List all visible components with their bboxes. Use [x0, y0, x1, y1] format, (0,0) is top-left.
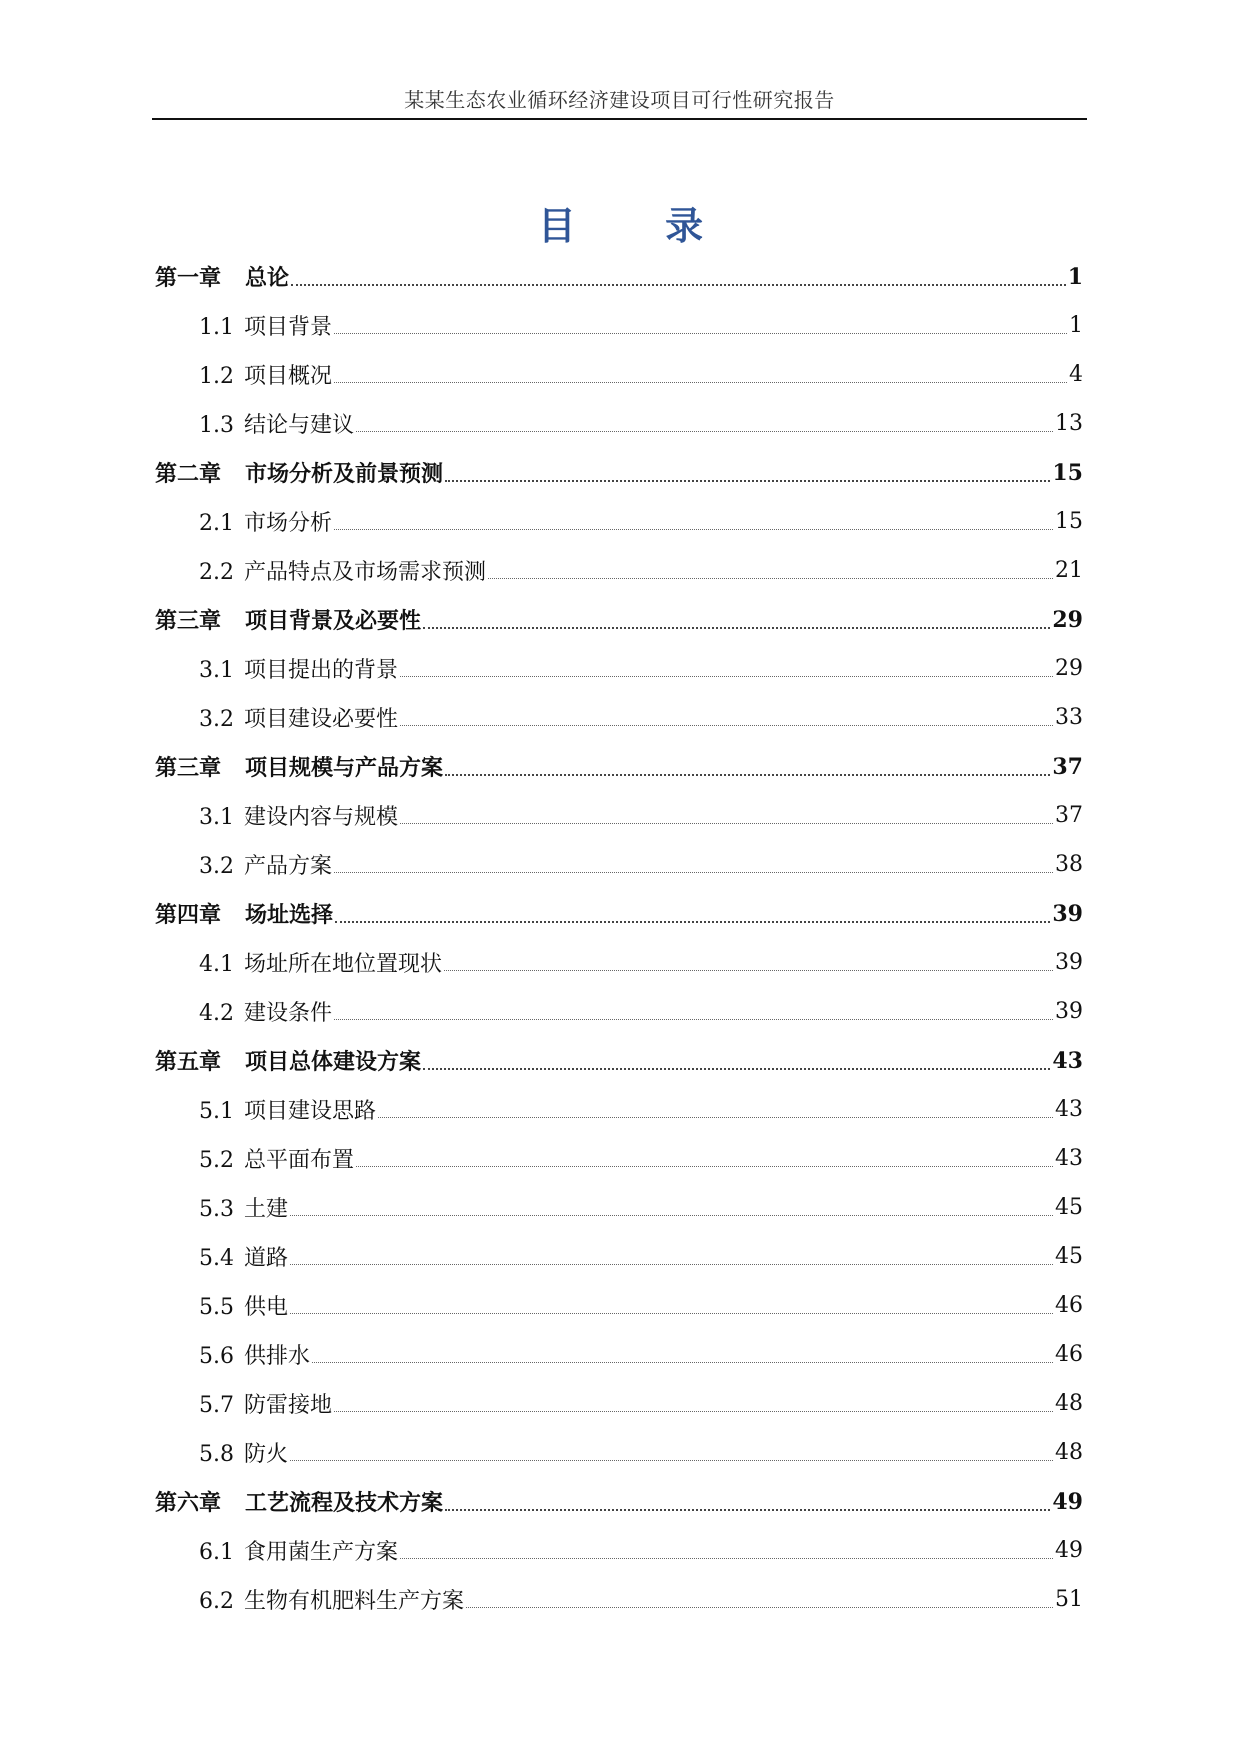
dot-leader	[334, 872, 1053, 873]
toc-entry-label	[155, 751, 443, 782]
toc-section-entry[interactable]	[155, 1526, 1083, 1575]
toc-chapter-entry[interactable]	[155, 1036, 1083, 1085]
toc-entry-title: 产品特点及市场需求预测	[244, 560, 487, 585]
toc-page-number: 39	[1055, 950, 1083, 975]
toc-entry-label	[199, 800, 398, 831]
toc-entry-number: 第六章	[155, 1490, 222, 1516]
toc-chapter-entry[interactable]	[155, 595, 1083, 644]
dot-leader	[335, 921, 1050, 923]
toc-entry-title: 总论	[245, 265, 290, 291]
toc-entry-title: 场址所在地位置现状	[244, 952, 443, 977]
toc-section-entry[interactable]	[155, 693, 1083, 742]
toc-entry-title: 场址选择	[245, 902, 334, 928]
toc-entry-title: 总平面布置	[244, 1148, 355, 1173]
toc-page-number: 37	[1055, 803, 1083, 828]
toc-entry-title: 建设内容与规模	[244, 805, 399, 830]
toc-section-entry[interactable]	[155, 1085, 1083, 1134]
toc-entry-title: 工艺流程及技术方案	[245, 1490, 444, 1516]
dot-leader	[290, 1264, 1053, 1265]
toc-page-number: 39	[1052, 900, 1083, 927]
toc-entry-label	[199, 359, 332, 390]
dot-leader	[444, 970, 1053, 971]
toc-entry-number: 5.5	[199, 1295, 234, 1320]
toc-section-entry[interactable]	[155, 791, 1083, 840]
toc-chapter-entry[interactable]	[155, 448, 1083, 497]
toc-entry-number: 5.7	[199, 1393, 234, 1418]
dot-leader	[356, 431, 1053, 432]
running-header: 某某生态农业循环经济建设项目可行性研究报告	[404, 88, 835, 112]
toc-page-number: 37	[1052, 753, 1083, 780]
dot-leader	[445, 1509, 1050, 1511]
toc-page-number: 51	[1055, 1587, 1083, 1612]
toc-entry-number: 1.3	[199, 413, 234, 438]
toc-entry-title: 市场分析及前景预测	[245, 461, 444, 487]
toc-entry-label	[155, 898, 333, 929]
toc-section-entry[interactable]	[155, 840, 1083, 889]
table-of-contents	[155, 252, 1083, 1624]
toc-entry-title: 项目提出的背景	[244, 658, 399, 683]
toc-entry-number: 5.8	[199, 1442, 234, 1467]
toc-entry-number: 3.2	[199, 854, 234, 879]
toc-entry-title: 供电	[244, 1295, 289, 1320]
toc-entry-label	[155, 457, 443, 488]
toc-entry-label	[199, 408, 354, 439]
toc-section-entry[interactable]	[155, 497, 1083, 546]
toc-entry-number: 1.2	[199, 364, 234, 389]
dot-leader	[334, 382, 1067, 383]
toc-entry-title: 项目概况	[244, 364, 333, 389]
dot-leader	[334, 529, 1053, 530]
toc-entry-label	[199, 1143, 354, 1174]
toc-page-number: 21	[1055, 558, 1083, 583]
dot-leader	[312, 1362, 1053, 1363]
toc-entry-label	[199, 310, 332, 341]
toc-entry-label	[199, 555, 486, 586]
toc-entry-label	[155, 261, 289, 292]
toc-section-entry[interactable]	[155, 350, 1083, 399]
toc-chapter-entry[interactable]	[155, 742, 1083, 791]
dot-leader	[378, 1117, 1053, 1118]
toc-section-entry[interactable]	[155, 399, 1083, 448]
toc-section-entry[interactable]	[155, 1428, 1083, 1477]
toc-page-number: 33	[1055, 705, 1083, 730]
toc-page-number: 45	[1055, 1195, 1083, 1220]
toc-entry-number: 2.1	[199, 511, 234, 536]
toc-entry-number: 6.2	[199, 1589, 234, 1614]
toc-page-number: 49	[1052, 1488, 1083, 1515]
toc-section-entry[interactable]	[155, 301, 1083, 350]
dot-leader	[423, 1068, 1050, 1070]
toc-section-entry[interactable]	[155, 1575, 1083, 1624]
toc-entry-number: 1.1	[199, 315, 234, 340]
toc-page-number: 29	[1052, 606, 1083, 633]
toc-section-entry[interactable]	[155, 644, 1083, 693]
toc-page-number: 49	[1055, 1538, 1083, 1563]
toc-page-number: 4	[1069, 362, 1083, 387]
toc-section-entry[interactable]	[155, 546, 1083, 595]
toc-entry-number: 4.1	[199, 952, 234, 977]
toc-entry-title: 项目总体建设方案	[245, 1049, 422, 1075]
dot-leader	[290, 1313, 1053, 1314]
toc-page-number: 45	[1055, 1244, 1083, 1269]
toc-entry-title: 土建	[244, 1197, 289, 1222]
toc-section-entry[interactable]	[155, 1134, 1083, 1183]
dot-leader	[400, 676, 1053, 677]
toc-entry-number: 5.6	[199, 1344, 234, 1369]
toc-page-number: 13	[1055, 411, 1083, 436]
toc-entry-number: 3.1	[199, 658, 234, 683]
toc-page-number: 15	[1055, 509, 1083, 534]
dot-leader	[356, 1166, 1053, 1167]
toc-entry-label	[155, 1486, 443, 1517]
toc-entry-title: 食用菌生产方案	[244, 1540, 399, 1565]
toc-page-number: 1	[1067, 263, 1083, 290]
toc-entry-number: 第四章	[155, 902, 222, 928]
toc-entry-number: 第二章	[155, 461, 222, 487]
dot-leader	[334, 333, 1067, 334]
dot-leader	[400, 823, 1053, 824]
toc-page-number: 43	[1055, 1146, 1083, 1171]
toc-entry-title: 项目背景及必要性	[245, 608, 422, 634]
toc-section-entry[interactable]	[155, 1183, 1083, 1232]
toc-page-number: 29	[1055, 656, 1083, 681]
toc-page-number: 46	[1055, 1293, 1083, 1318]
toc-page-number: 48	[1055, 1440, 1083, 1465]
dot-leader	[290, 1215, 1053, 1216]
dot-leader	[400, 725, 1053, 726]
header-rule	[152, 118, 1087, 120]
toc-page-number: 15	[1052, 459, 1083, 486]
toc-entry-label	[199, 506, 332, 537]
toc-entry-number: 5.4	[199, 1246, 234, 1271]
toc-entry-title: 项目建设必要性	[244, 707, 399, 732]
dot-leader	[445, 774, 1050, 776]
toc-entry-title: 项目规模与产品方案	[245, 755, 444, 781]
toc-entry-title: 防雷接地	[244, 1393, 333, 1418]
toc-entry-label	[199, 1535, 398, 1566]
dot-leader	[423, 627, 1050, 629]
toc-section-entry[interactable]	[155, 987, 1083, 1036]
toc-entry-label	[155, 604, 421, 635]
dot-leader	[445, 480, 1050, 482]
toc-entry-number: 3.1	[199, 805, 234, 830]
toc-entry-number: 2.2	[199, 560, 234, 585]
toc-section-entry[interactable]	[155, 1379, 1083, 1428]
toc-entry-number: 6.1	[199, 1540, 234, 1565]
toc-entry-number: 第三章	[155, 608, 222, 634]
toc-entry-label	[199, 1584, 464, 1615]
toc-section-entry[interactable]	[155, 1330, 1083, 1379]
toc-entry-title: 结论与建议	[244, 413, 355, 438]
toc-entry-label	[199, 653, 398, 684]
toc-chapter-entry[interactable]	[155, 889, 1083, 938]
toc-entry-label	[199, 702, 398, 733]
toc-section-entry[interactable]	[155, 1232, 1083, 1281]
toc-entry-title: 建设条件	[244, 1001, 333, 1026]
toc-page-number: 43	[1052, 1047, 1083, 1074]
toc-entry-number: 5.1	[199, 1099, 234, 1124]
toc-entry-label	[199, 996, 332, 1027]
toc-entry-number: 第一章	[155, 265, 222, 291]
dot-leader	[334, 1019, 1053, 1020]
toc-entry-title: 生物有机肥料生产方案	[244, 1589, 465, 1614]
toc-chapter-entry[interactable]	[155, 1477, 1083, 1526]
toc-entry-label	[199, 1339, 310, 1370]
toc-entry-label	[199, 1241, 288, 1272]
toc-entry-title: 供排水	[244, 1344, 311, 1369]
dot-leader	[488, 578, 1053, 579]
dot-leader	[334, 1411, 1053, 1412]
toc-entry-label	[199, 1094, 376, 1125]
toc-entry-title: 项目背景	[244, 315, 333, 340]
toc-entry-label	[199, 1192, 288, 1223]
toc-entry-label	[155, 1045, 421, 1076]
toc-entry-label	[199, 1437, 288, 1468]
toc-entry-title: 防火	[244, 1442, 289, 1467]
toc-page-number: 46	[1055, 1342, 1083, 1367]
toc-chapter-entry[interactable]	[155, 252, 1083, 301]
toc-entry-number: 3.2	[199, 707, 234, 732]
toc-entry-number: 第五章	[155, 1049, 222, 1075]
toc-section-entry[interactable]	[155, 938, 1083, 987]
toc-entry-label	[199, 1388, 332, 1419]
toc-page-number: 1	[1069, 313, 1083, 338]
toc-entry-label	[199, 849, 332, 880]
dot-leader	[291, 284, 1066, 286]
toc-entry-title: 市场分析	[244, 511, 333, 536]
toc-page-number: 48	[1055, 1391, 1083, 1416]
dot-leader	[290, 1460, 1053, 1461]
toc-entry-title: 道路	[244, 1246, 289, 1271]
toc-page-number: 39	[1055, 999, 1083, 1024]
toc-entry-number: 5.3	[199, 1197, 234, 1222]
toc-entry-label	[199, 1290, 288, 1321]
toc-entry-number: 第三章	[155, 755, 222, 781]
toc-page-number: 43	[1055, 1097, 1083, 1122]
toc-entry-label	[199, 947, 442, 978]
toc-entry-number: 4.2	[199, 1001, 234, 1026]
toc-title: 目 录	[537, 203, 742, 248]
toc-entry-title: 产品方案	[244, 854, 333, 879]
toc-entry-number: 5.2	[199, 1148, 234, 1173]
toc-section-entry[interactable]	[155, 1281, 1083, 1330]
toc-entry-title: 项目建设思路	[244, 1099, 377, 1124]
dot-leader	[400, 1558, 1053, 1559]
dot-leader	[466, 1607, 1053, 1608]
toc-page-number: 38	[1055, 852, 1083, 877]
